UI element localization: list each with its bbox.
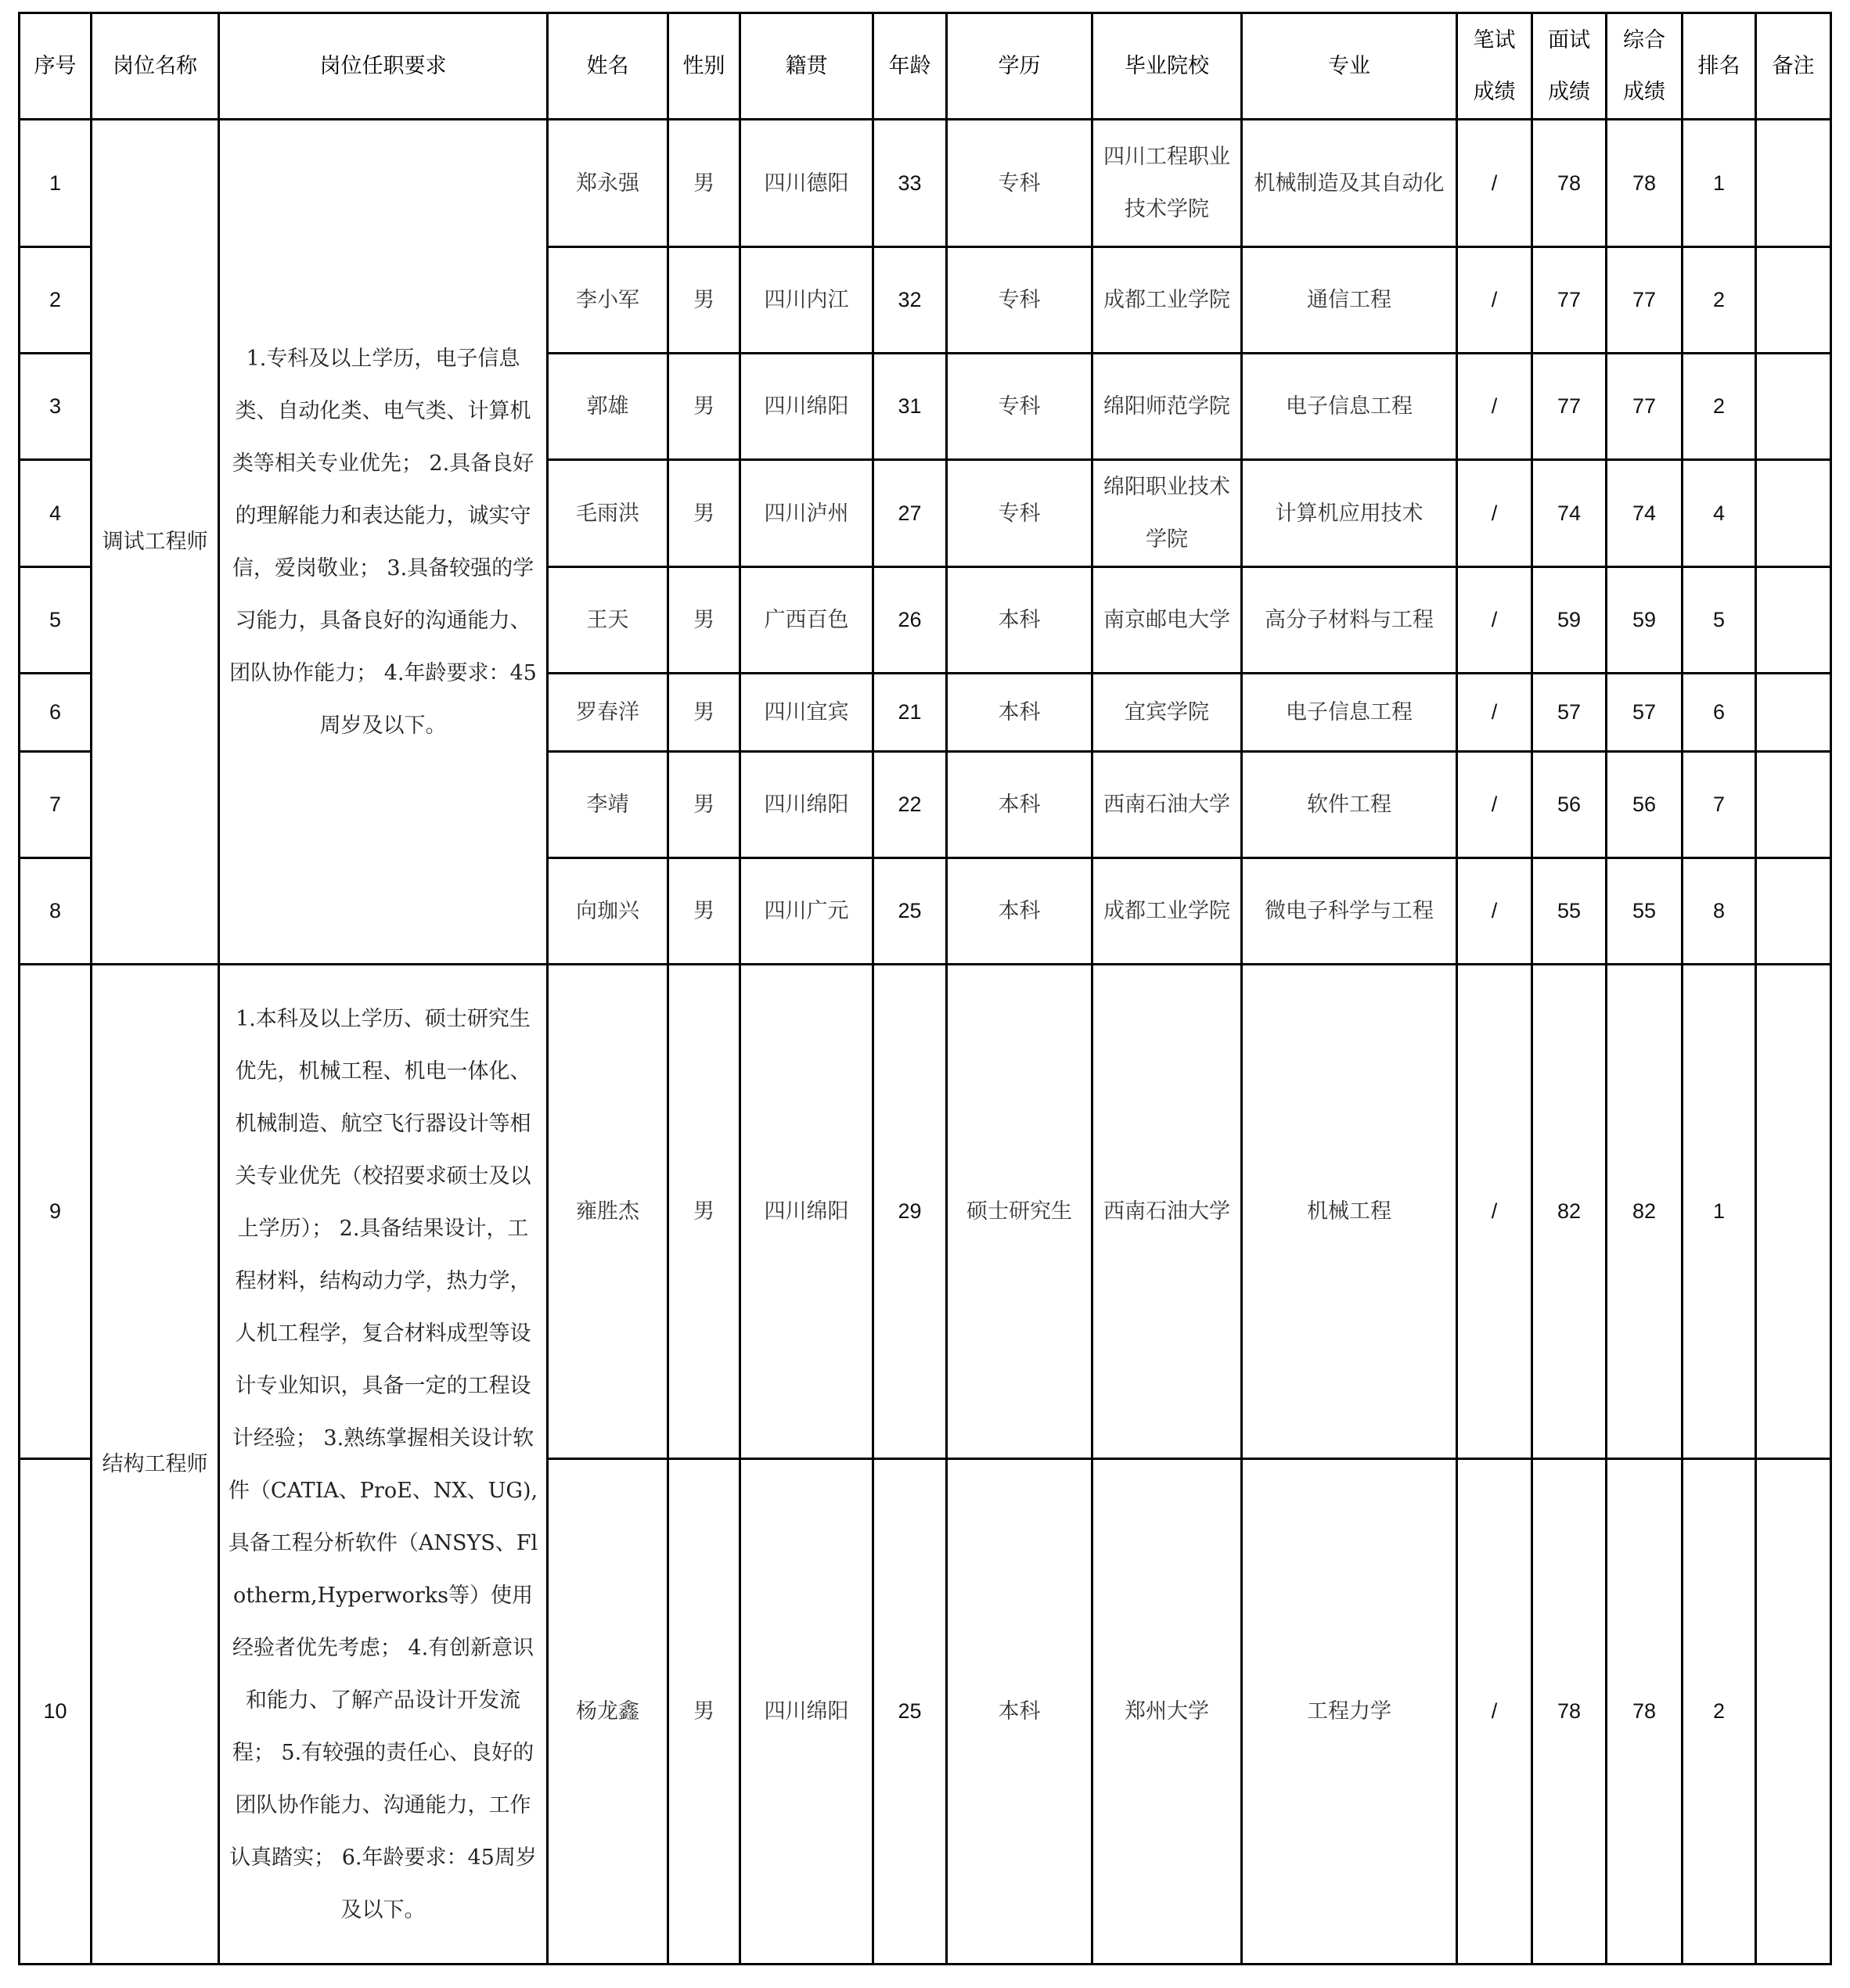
cell-written: /	[1457, 460, 1532, 567]
cell-name: 李小军	[548, 247, 668, 354]
header-origin: 籍贯	[740, 13, 873, 120]
cell-overall: 56	[1607, 752, 1683, 858]
cell-overall: 57	[1607, 674, 1683, 752]
header-seq: 序号	[20, 13, 92, 120]
cell-rank: 6	[1683, 674, 1756, 752]
cell-education: 本科	[947, 1459, 1092, 1965]
cell-position: 结构工程师	[92, 965, 219, 1965]
cell-gender: 男	[668, 752, 740, 858]
cell-origin: 四川德阳	[740, 120, 873, 247]
header-gender: 性别	[668, 13, 740, 120]
cell-name: 郑永强	[548, 120, 668, 247]
cell-written: /	[1457, 965, 1532, 1459]
header-major: 专业	[1242, 13, 1457, 120]
cell-school: 郑州大学	[1092, 1459, 1242, 1965]
cell-name: 王天	[548, 567, 668, 674]
cell-gender: 男	[668, 1459, 740, 1965]
cell-written: /	[1457, 120, 1532, 247]
cell-name: 雍胜杰	[548, 965, 668, 1459]
cell-rank: 4	[1683, 460, 1756, 567]
cell-interview: 77	[1532, 247, 1607, 354]
header-overall-line1: 综合	[1623, 27, 1665, 52]
cell-written: /	[1457, 567, 1532, 674]
header-interview-score	[1532, 13, 1607, 120]
cell-written: /	[1457, 354, 1532, 460]
cell-age: 22	[873, 752, 947, 858]
cell-rank: 1	[1683, 120, 1756, 247]
header-requirements: 岗位任职要求	[219, 13, 548, 120]
cell-age: 29	[873, 965, 947, 1459]
header-rank: 排名	[1683, 13, 1756, 120]
table-row	[20, 965, 1831, 1459]
cell-remarks	[1756, 1459, 1831, 1965]
cell-major: 机械制造及其自动化	[1242, 120, 1457, 247]
cell-age: 33	[873, 120, 947, 247]
cell-gender: 男	[668, 354, 740, 460]
header-interview-line2: 成绩	[1548, 79, 1590, 104]
cell-gender: 男	[668, 120, 740, 247]
cell-interview: 74	[1532, 460, 1607, 567]
cell-interview: 82	[1532, 965, 1607, 1459]
cell-gender: 男	[668, 674, 740, 752]
cell-school: 绵阳职业技术学院	[1092, 460, 1242, 567]
cell-remarks	[1756, 247, 1831, 354]
cell-remarks	[1756, 354, 1831, 460]
cell-written: /	[1457, 858, 1532, 965]
cell-interview: 55	[1532, 858, 1607, 965]
cell-written: /	[1457, 247, 1532, 354]
cell-school: 成都工业学院	[1092, 858, 1242, 965]
header-written-line1: 笔试	[1473, 27, 1516, 52]
cell-school: 四川工程职业技术学院	[1092, 120, 1242, 247]
candidate-score-table	[18, 12, 1832, 1965]
cell-education: 本科	[947, 674, 1092, 752]
cell-requirements: 1.本科及以上学历、硕士研究生优先，机械工程、机电一体化、机械制造、航空飞行器设计等相关专业优先（校招要求硕士及以上学历）； 2.具备结果设计，工程材料，结构动力学，热力学，人机工程学，复合材料成型等设计专业知识，具备一定的工程设计经验； 3.熟练掌握相关设计软件（CATIA、ProE、NX、UG),具备工程分析软件（ANSYS、Flotherm,Hyperworks等）使用经验者优先考虑； 4.有创新意识和能力、了解产品设计开发流程； 5.有较强的责任心、良好的团队协作能力、沟通能力，工作认真踏实； 6.年龄要求：45周岁及以下。	[219, 965, 548, 1965]
cell-school: 南京邮电大学	[1092, 567, 1242, 674]
cell-interview: 59	[1532, 567, 1607, 674]
cell-seq: 2	[20, 247, 92, 354]
cell-remarks	[1756, 567, 1831, 674]
cell-seq: 7	[20, 752, 92, 858]
cell-name: 毛雨洪	[548, 460, 668, 567]
header-interview-line1: 面试	[1548, 27, 1590, 52]
header-remarks: 备注	[1756, 13, 1831, 120]
header-education: 学历	[947, 13, 1092, 120]
cell-major: 微电子科学与工程	[1242, 858, 1457, 965]
cell-gender: 男	[668, 858, 740, 965]
cell-major: 机械工程	[1242, 965, 1457, 1459]
cell-overall: 59	[1607, 567, 1683, 674]
cell-school: 成都工业学院	[1092, 247, 1242, 354]
cell-origin: 四川泸州	[740, 460, 873, 567]
cell-rank: 2	[1683, 247, 1756, 354]
cell-rank: 7	[1683, 752, 1756, 858]
cell-remarks	[1756, 858, 1831, 965]
cell-requirements: 1.专科及以上学历，电子信息类、自动化类、电气类、计算机类等相关专业优先； 2.具备良好的理解能力和表达能力，诚实守信，爱岗敬业； 3.具备较强的学习能力，具备良好的沟通能力、团队协作能力； 4.年龄要求：45周岁及以下。	[219, 120, 548, 965]
cell-education: 专科	[947, 120, 1092, 247]
cell-seq: 9	[20, 965, 92, 1459]
cell-origin: 四川绵阳	[740, 752, 873, 858]
cell-written: /	[1457, 674, 1532, 752]
cell-overall: 77	[1607, 354, 1683, 460]
cell-remarks	[1756, 752, 1831, 858]
cell-seq: 6	[20, 674, 92, 752]
cell-age: 31	[873, 354, 947, 460]
cell-seq: 10	[20, 1459, 92, 1965]
cell-remarks	[1756, 460, 1831, 567]
cell-gender: 男	[668, 247, 740, 354]
cell-age: 32	[873, 247, 947, 354]
cell-name: 罗春洋	[548, 674, 668, 752]
cell-education: 本科	[947, 858, 1092, 965]
cell-seq: 5	[20, 567, 92, 674]
cell-interview: 57	[1532, 674, 1607, 752]
cell-interview: 56	[1532, 752, 1607, 858]
cell-age: 27	[873, 460, 947, 567]
cell-remarks	[1756, 120, 1831, 247]
cell-overall: 74	[1607, 460, 1683, 567]
cell-age: 25	[873, 858, 947, 965]
cell-interview: 78	[1532, 1459, 1607, 1965]
header-age: 年龄	[873, 13, 947, 120]
cell-major: 高分子材料与工程	[1242, 567, 1457, 674]
cell-seq: 4	[20, 460, 92, 567]
header-school: 毕业院校	[1092, 13, 1242, 120]
header-row	[20, 13, 1831, 120]
cell-remarks	[1756, 674, 1831, 752]
cell-interview: 77	[1532, 354, 1607, 460]
cell-origin: 四川绵阳	[740, 965, 873, 1459]
header-written-line2: 成绩	[1473, 79, 1516, 104]
cell-origin: 四川绵阳	[740, 1459, 873, 1965]
cell-major: 电子信息工程	[1242, 354, 1457, 460]
cell-name: 李靖	[548, 752, 668, 858]
cell-gender: 男	[668, 460, 740, 567]
header-position: 岗位名称	[92, 13, 219, 120]
cell-education: 本科	[947, 567, 1092, 674]
cell-education: 专科	[947, 354, 1092, 460]
cell-education: 专科	[947, 247, 1092, 354]
cell-education: 专科	[947, 460, 1092, 567]
cell-origin: 四川绵阳	[740, 354, 873, 460]
cell-remarks	[1756, 965, 1831, 1459]
cell-school: 绵阳师范学院	[1092, 354, 1242, 460]
cell-overall: 78	[1607, 1459, 1683, 1965]
cell-school: 西南石油大学	[1092, 752, 1242, 858]
cell-rank: 2	[1683, 1459, 1756, 1965]
cell-education: 本科	[947, 752, 1092, 858]
cell-rank: 8	[1683, 858, 1756, 965]
cell-origin: 四川宜宾	[740, 674, 873, 752]
cell-position: 调试工程师	[92, 120, 219, 965]
header-written-score	[1457, 13, 1532, 120]
cell-age: 21	[873, 674, 947, 752]
cell-name: 郭雄	[548, 354, 668, 460]
cell-rank: 2	[1683, 354, 1756, 460]
cell-rank: 5	[1683, 567, 1756, 674]
cell-overall: 78	[1607, 120, 1683, 247]
cell-overall: 55	[1607, 858, 1683, 965]
cell-major: 电子信息工程	[1242, 674, 1457, 752]
cell-education: 硕士研究生	[947, 965, 1092, 1459]
cell-name: 杨龙鑫	[548, 1459, 668, 1965]
cell-rank: 1	[1683, 965, 1756, 1459]
cell-origin: 四川广元	[740, 858, 873, 965]
cell-overall: 77	[1607, 247, 1683, 354]
cell-age: 26	[873, 567, 947, 674]
cell-origin: 广西百色	[740, 567, 873, 674]
header-overall-line2: 成绩	[1623, 79, 1665, 104]
cell-origin: 四川内江	[740, 247, 873, 354]
cell-gender: 男	[668, 965, 740, 1459]
header-overall-score	[1607, 13, 1683, 120]
cell-written: /	[1457, 752, 1532, 858]
cell-school: 宜宾学院	[1092, 674, 1242, 752]
cell-age: 25	[873, 1459, 947, 1965]
cell-written: /	[1457, 1459, 1532, 1965]
table-row	[20, 120, 1831, 247]
cell-interview: 78	[1532, 120, 1607, 247]
cell-major: 通信工程	[1242, 247, 1457, 354]
cell-major: 软件工程	[1242, 752, 1457, 858]
cell-major: 计算机应用技术	[1242, 460, 1457, 567]
cell-name: 向珈兴	[548, 858, 668, 965]
cell-gender: 男	[668, 567, 740, 674]
cell-school: 西南石油大学	[1092, 965, 1242, 1459]
cell-seq: 1	[20, 120, 92, 247]
cell-major: 工程力学	[1242, 1459, 1457, 1965]
cell-seq: 8	[20, 858, 92, 965]
header-name: 姓名	[548, 13, 668, 120]
cell-overall: 82	[1607, 965, 1683, 1459]
cell-seq: 3	[20, 354, 92, 460]
